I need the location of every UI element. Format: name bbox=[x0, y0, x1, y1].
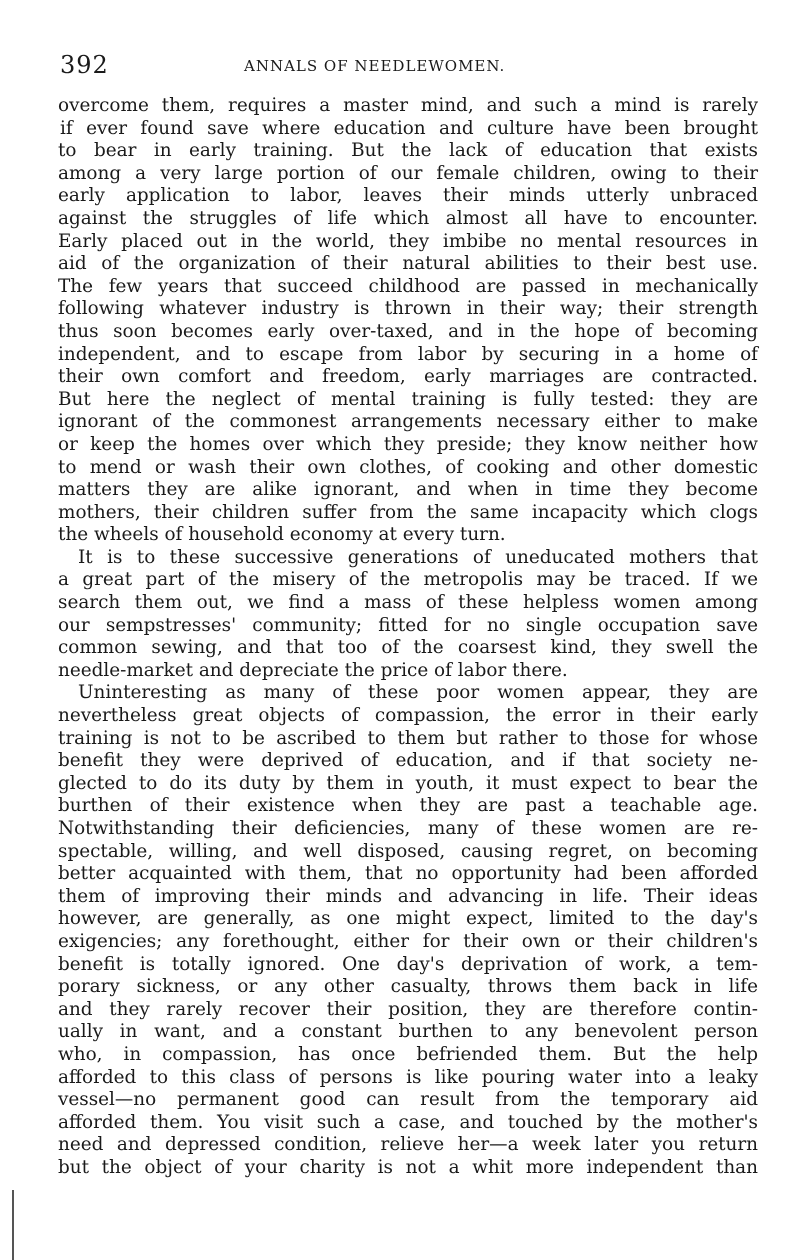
text-line: but the object of your charity is not a whit more independent than bbox=[58, 1156, 758, 1178]
text-line: however, are generally, as one might expect, limited to the day's bbox=[58, 908, 758, 930]
text-line: needle-market and depreciate the price of labor there. bbox=[58, 659, 568, 681]
text-line: our sempstresses' community; fitted for no single occupation save bbox=[58, 614, 758, 636]
text-line: search them out, we find a mass of these helpless women among bbox=[58, 592, 758, 614]
text-line: if ever found save where education and culture have been brought bbox=[60, 117, 758, 139]
text-line: It is to these successive generations of uneducated mothers that bbox=[78, 546, 758, 568]
text-line: need and depressed condition, relieve her—a week later you return bbox=[58, 1134, 758, 1156]
text-line: the wheels of household economy at every turn. bbox=[58, 524, 506, 546]
text-line: their own comfort and freedom, early marriages are contracted. bbox=[58, 366, 758, 388]
body-text bbox=[58, 95, 758, 1180]
text-line: training is not to be ascribed to them but rather to those for whose bbox=[58, 727, 758, 749]
text-line: aid of the organization of their natural abilities to their best use. bbox=[58, 253, 758, 275]
text-line: spectable, willing, and well disposed, causing regret, on becoming bbox=[58, 840, 758, 862]
text-line: benefit they were deprived of education, and if that society ne- bbox=[58, 750, 758, 772]
text-line: afforded to this class of persons is like pouring water into a leaky bbox=[58, 1066, 758, 1088]
text-line: burthen of their existence when they are past a teachable age. bbox=[58, 795, 758, 817]
text-line: nevertheless great objects of compassion, the error in their early bbox=[58, 705, 758, 727]
text-line: to bear in early training. But the lack of education that exists bbox=[58, 140, 758, 162]
running-title: ANNALS OF NEEDLEWOMEN. bbox=[244, 57, 506, 75]
text-line: early application to labor, leaves their minds utterly unbraced bbox=[58, 185, 758, 207]
text-line: The few years that succeed childhood are passed in mechanically bbox=[58, 275, 758, 297]
text-line: mothers, their children suffer from the same incapacity which clogs bbox=[58, 501, 758, 523]
text-line: exigencies; any forethought, either for their own or their children's bbox=[58, 930, 758, 952]
running-head bbox=[60, 50, 760, 80]
text-line: a great part of the misery of the metropolis may be traced. If we bbox=[58, 569, 758, 591]
text-line: among a very large portion of our female children, owing to their bbox=[58, 162, 758, 184]
text-line: Uninteresting as many of these poor women appear, they are bbox=[78, 682, 758, 704]
text-line: or keep the homes over which they preside; they know neither how bbox=[58, 433, 758, 455]
text-line: who, in compassion, has once befriended them. But the help bbox=[58, 1043, 758, 1065]
text-line: following whatever industry is thrown in their way; their strength bbox=[58, 298, 758, 320]
text-line: afforded them. You visit such a case, and touched by the mother's bbox=[58, 1111, 758, 1133]
text-line: matters they are alike ignorant, and when in time they become bbox=[58, 479, 758, 501]
text-line: thus soon becomes early over-taxed, and in the hope of becoming bbox=[58, 320, 758, 342]
text-line: to mend or wash their own clothes, of cooking and other domestic bbox=[58, 456, 758, 478]
text-line: overcome them, requires a master mind, and such a mind is rarely bbox=[58, 95, 758, 116]
text-line: Notwithstanding their deficiencies, many of these women are re- bbox=[58, 818, 758, 839]
page-number: 392 bbox=[60, 51, 109, 79]
text-line: glected to do its duty by them in youth, it must expect to bear the bbox=[58, 772, 758, 794]
page-edge-rule bbox=[12, 1190, 14, 1260]
text-line: But here the neglect of mental training is fully tested: they are bbox=[58, 388, 758, 410]
text-line: common sewing, and that too of the coarsest kind, they swell the bbox=[58, 637, 758, 659]
text-line: them of improving their minds and advancing in life. Their ideas bbox=[58, 885, 758, 907]
text-line: ually in want, and a constant burthen to any benevolent person bbox=[58, 1021, 758, 1043]
text-line: Early placed out in the world, they imbibe no mental resources in bbox=[58, 230, 758, 252]
text-line: porary sickness, or any other casualty, throws them back in life bbox=[58, 976, 758, 998]
text-line: independent, and to escape from labor by securing in a home of bbox=[58, 343, 758, 365]
text-line: benefit is totally ignored. One day's deprivation of work, a tem- bbox=[58, 953, 758, 975]
text-line: ignorant of the commonest arrangements necessary either to make bbox=[58, 411, 758, 433]
text-line: vessel—no permanent good can result from the temporary aid bbox=[58, 1089, 758, 1111]
text-line: against the struggles of life which almost all have to encounter. bbox=[58, 207, 758, 229]
text-line: and they rarely recover their position, they are therefore contin- bbox=[58, 998, 758, 1020]
text-line: better acquainted with them, that no opportunity had been afforded bbox=[58, 863, 758, 885]
